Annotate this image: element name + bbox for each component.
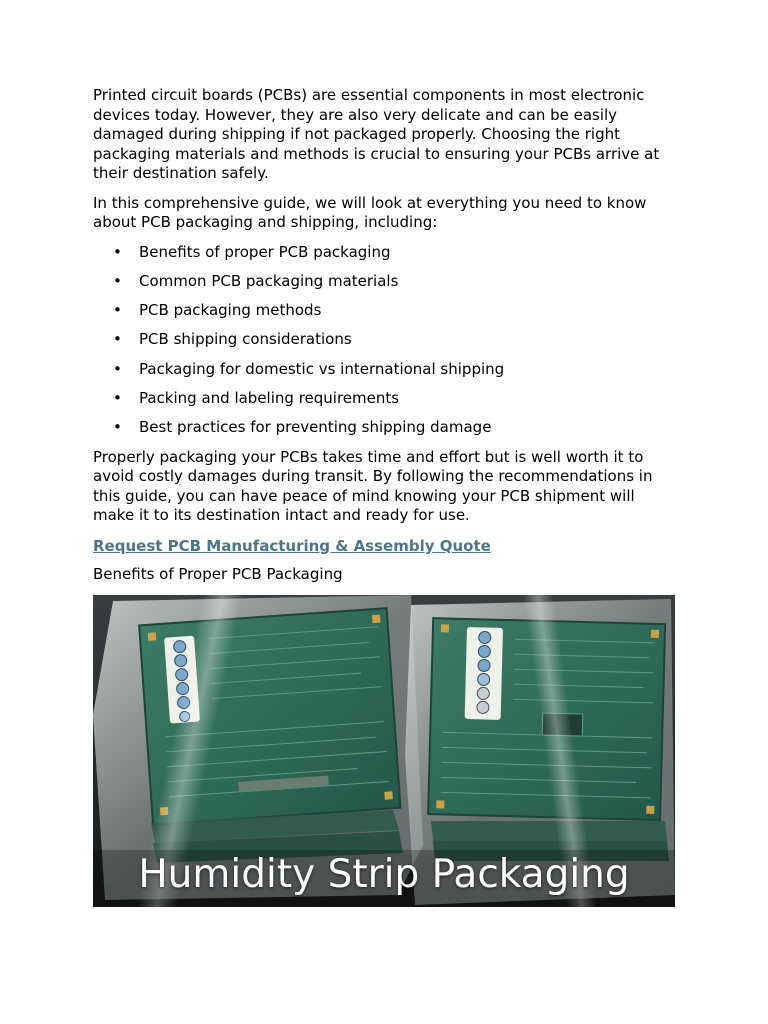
photo-caption: Humidity Strip Packaging	[138, 851, 630, 897]
list-item-text: PCB shipping considerations	[139, 330, 352, 349]
list-item	[93, 418, 675, 438]
bullet-icon: •	[113, 330, 122, 349]
list-item	[93, 360, 675, 380]
pcb-packaging-photo	[93, 595, 675, 907]
list-item	[93, 272, 675, 292]
guide-paragraph: In this comprehensive guide, we will look at everything you need to know about PCB packaging and shipping, including:	[93, 193, 647, 231]
intro-paragraph: Printed circuit boards (PCBs) are essential components in most electronic devices today. However, they are also very delicate and can be easily damaged during shipping if not packaged properly. Choosing the right packaging materials and methods is crucial to ensuring your PCBs arrive at their destination safely.	[93, 86, 660, 182]
bullet-icon: •	[113, 359, 122, 378]
list-item	[93, 243, 675, 263]
list-item	[93, 389, 675, 409]
quote-request-link[interactable]: Request PCB Manufacturing & Assembly Quote	[93, 536, 491, 555]
list-item-text: Packing and labeling requirements	[139, 388, 400, 407]
document-page	[93, 86, 675, 907]
bullet-icon: •	[113, 271, 122, 290]
topics-list	[93, 243, 675, 438]
bullet-icon: •	[113, 242, 122, 261]
bullet-icon: •	[113, 301, 122, 320]
list-item-text: Best practices for preventing shipping damage	[139, 418, 492, 437]
list-item-text: Common PCB packaging materials	[139, 271, 399, 290]
list-item-text: Benefits of proper PCB packaging	[139, 242, 391, 261]
closing-paragraph: Properly packaging your PCBs takes time and effort but is well worth it to avoid costly damages during transit. By following the recommendations in this guide, you can have peace of mind knowing your PCB shipment will make it to its destination intact and ready for use.	[93, 447, 653, 525]
section-heading: Benefits of Proper PCB Packaging	[93, 565, 343, 584]
list-item	[93, 330, 675, 350]
list-item-text: PCB packaging methods	[139, 301, 322, 320]
list-item	[93, 301, 675, 321]
bullet-icon: •	[113, 388, 122, 407]
bullet-icon: •	[113, 418, 122, 437]
list-item-text: Packaging for domestic vs international shipping	[139, 359, 505, 378]
